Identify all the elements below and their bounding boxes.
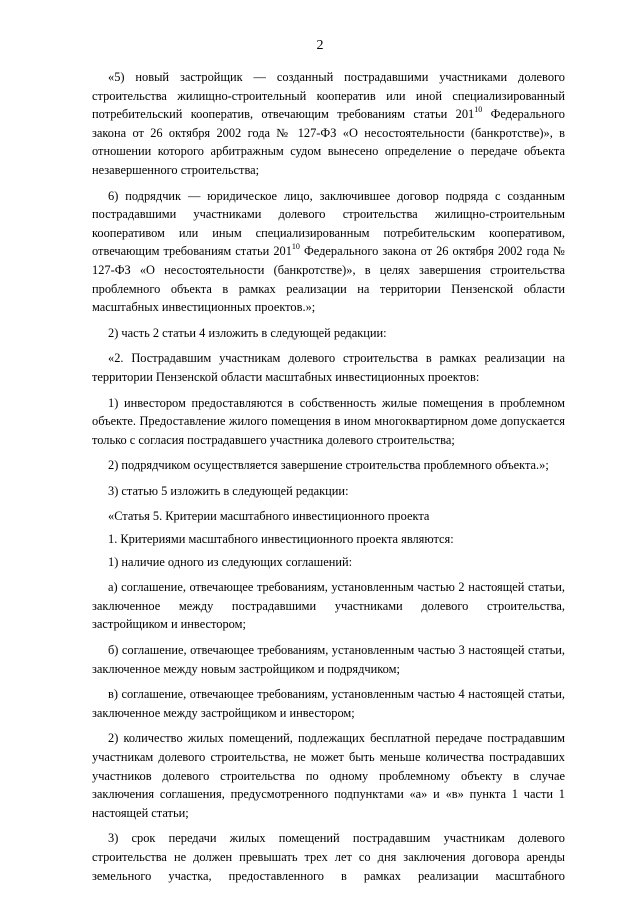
page-number: 2	[316, 38, 324, 53]
superscript: 10	[291, 242, 300, 252]
paragraph-criteria-2: 2) количество жилых помещений, подлежащих бесплатной передаче пострадавшим участникам долевого строительства, не может быть меньше количества пострадавших участников долевого строительства по одному проблемному объекту в случае заключения соглашения, предусмотренного подпунктами «а» и «в» пункта 1 части 1 настоящей статьи;	[92, 731, 565, 820]
paragraph-agreement-c: в) соглашение, отвечающее требованиям, установленным частью 4 настоящей статьи, заключенное между застройщиком и инвестором;	[92, 687, 565, 720]
document-body	[92, 68, 565, 892]
paragraph-contractor: 6) подрядчик — юридическое лицо, заключившее договор подряда с созданным пострадавшими участниками долевого строительства жилищно-строительным кооперативом или иным специализированным потребительским кооперативом, отвечающим требованиям статьи $201^{10}$ Федерального закона от 26 октября 2002 года № 127-ФЗ «О несостоятельности (банкротстве)», в целях завершения строительства проблемного объекта в рамках реализации на территории Пензенской области масштабных инвестиционных проектов.»;	[92, 188, 565, 315]
paragraph-agreement-a: а) соглашение, отвечающее требованиям, установленным частью 2 настоящей статьи, заключенное между пострадавшими участниками долевого строительства, застройщиком и инвестором;	[92, 580, 565, 632]
paragraph-criteria-3: 3) срок передачи жилых помещений пострадавшим участникам долевого строительства не должен превышать трех лет со дня заключения договора аренды земельного участка, предоставленного в рамках реализации масштабного	[92, 831, 565, 883]
paragraph-amend-article-4: 2) часть 2 статьи 4 изложить в следующей редакции:	[108, 325, 387, 340]
paragraph-criteria-intro: 1. Критериями масштабного инвестиционного проекта являются:	[108, 532, 454, 547]
paragraph-new-developer: «5) новый застройщик — созданный пострадавшими участниками долевого строительства жилищно-строительный кооператив или иной специализированный потребительский кооператив, отвечающим требованиям статьи $201^{10}$ Федерального закона от 26 октября 2002 года № 127-ФЗ «О несостоятельности (банкротстве)», в отношении которого арбитражным судом вынесено определение о передаче объекта незавершенного строительства;	[92, 70, 565, 177]
article-5-heading: «Статья 5. Критерии масштабного инвестиционного проекта	[108, 509, 430, 524]
paragraph-article-4-part-2: «2. Пострадавшим участникам долевого строительства в рамках реализации на территории Пензенской области масштабных инвестиционных проектов:	[92, 351, 565, 384]
paragraph-amend-article-5: 3) статью 5 изложить в следующей редакции:	[108, 483, 349, 498]
paragraph-criteria-1: 1) наличие одного из следующих соглашений:	[108, 554, 353, 569]
superscript: 10	[474, 105, 483, 115]
paragraph-contractor-completes: 2) подрядчиком осуществляется завершение строительства проблемного объекта.»;	[108, 458, 549, 473]
paragraph-agreement-b: б) соглашение, отвечающее требованиям, установленным частью 3 настоящей статьи, заключенное между новым застройщиком и подрядчиком;	[92, 643, 565, 676]
paragraph-investor-provides: 1) инвестором предоставляются в собственность жилые помещения в проблемном объекте. Предоставление жилого помещения в ином многоквартирном доме допускается только с согласия пострадавшего участника долевого строительства;	[92, 395, 565, 447]
